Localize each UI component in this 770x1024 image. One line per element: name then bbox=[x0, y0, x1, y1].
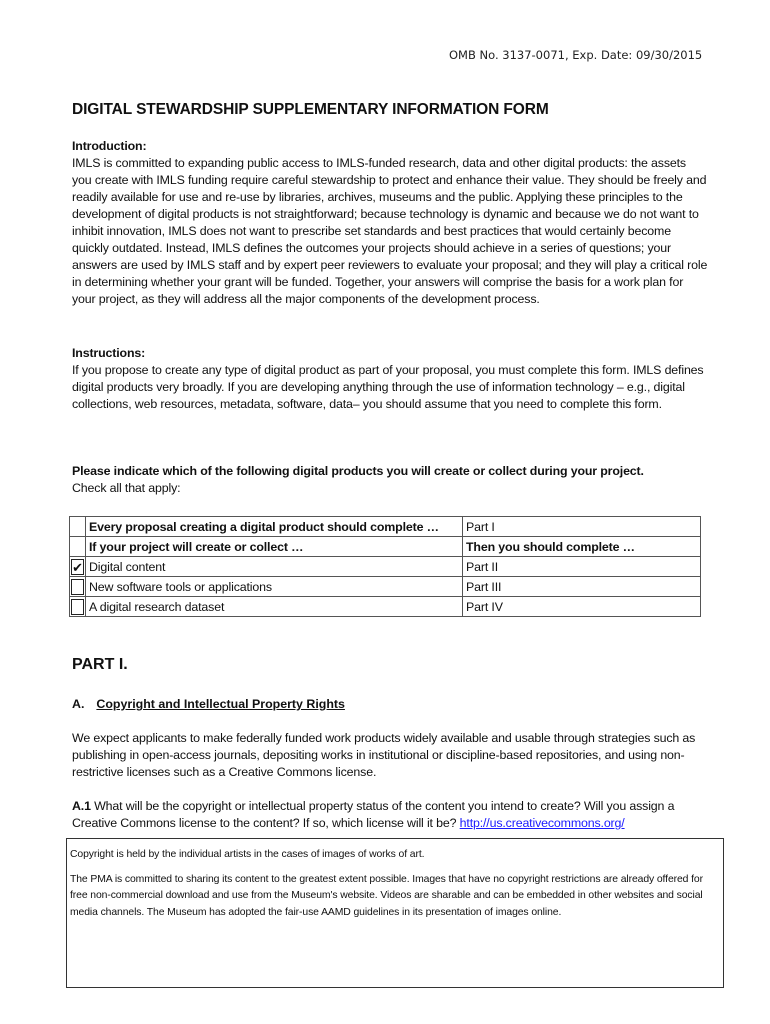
header-part-i: Part I bbox=[463, 517, 701, 537]
digital-products-table bbox=[69, 516, 701, 617]
question-a1-label: A.1 bbox=[72, 799, 91, 813]
product-label: New software tools or applications bbox=[86, 577, 463, 597]
introduction-text: IMLS is committed to expanding public access to IMLS-funded research, data and other digital products: the assets you create with IMLS funding require careful stewardship to protect and enhance their value. They should be freely and readily available for use and re-use by libraries, archives, museums and the public. Applying these principles to the development of digital products is not straightforward; because technology is dynamic and because we do not want to inhibit innovation, IMLS does not want to prescribe set standards and best practices that would certainly become quickly outdated. Instead, IMLS defines the outcomes your projects should achieve in a series of questions; your answers are used by IMLS staff and by expert peer reviewers to evaluate your proposal; and they will play a critical role in determining whether your grant will be funded. Together, your answers will comprise the basis for a work plan for your project, as they will address all the major components of the development process. bbox=[72, 156, 708, 306]
empty-cell bbox=[70, 517, 86, 537]
section-a-text: We expect applicants to make federally funded work products widely available and usable through strategies such as publishing in open-access journals, depositing works in institutional or discipline-based repositories, and using non-restrictive licenses such as a Creative Commons license. bbox=[72, 731, 696, 779]
omb-number: OMB No. 3137-0071, Exp. Date: 09/30/2015 bbox=[449, 48, 703, 62]
header-create-or-collect: If your project will create or collect … bbox=[86, 537, 463, 557]
answer-a1-textbox[interactable] bbox=[66, 838, 724, 988]
instructions-label: Instructions: bbox=[72, 346, 146, 360]
table-header-row bbox=[70, 517, 701, 537]
instructions-text: If you propose to create any type of digital product as part of your proposal, you must complete this form. IMLS defines digital products very broadly. If you are developing anything through the use of information technology – e.g., digital collections, web resources, metadata, software, data– you should assume that you need to complete this form. bbox=[72, 363, 704, 411]
header-then-complete: Then you should complete … bbox=[463, 537, 701, 557]
part-i-heading: PART I. bbox=[72, 656, 128, 673]
answer-paragraph-1: Copyright is held by the individual artists in the cases of images of works of art. bbox=[70, 849, 425, 860]
empty-cell bbox=[70, 537, 86, 557]
question-a1-text: What will be the copyright or intellectual property status of the content you intend to create? Will you assign a Creative Commons license to the content? If so, which license will it be? bbox=[72, 799, 675, 830]
indicate-prompt: Please indicate which of the following digital products you will create or collect during your project. bbox=[72, 464, 644, 478]
table-row bbox=[70, 597, 701, 617]
product-part: Part II bbox=[463, 557, 701, 577]
product-label: Digital content bbox=[86, 557, 463, 577]
product-part: Part IV bbox=[463, 597, 701, 617]
question-a1 bbox=[72, 798, 708, 832]
creative-commons-link[interactable]: http://us.creativecommons.org/ bbox=[459, 816, 625, 830]
header-every-proposal: Every proposal creating a digital product should complete … bbox=[86, 517, 463, 537]
checkbox-software-tools[interactable] bbox=[71, 579, 84, 595]
indicate-section bbox=[72, 463, 708, 497]
checkbox-digital-content[interactable]: ✔ bbox=[72, 559, 83, 575]
product-label: A digital research dataset bbox=[86, 597, 463, 617]
introduction-section bbox=[72, 138, 708, 308]
table-header-row bbox=[70, 537, 701, 557]
table-row bbox=[70, 557, 701, 577]
section-a-heading bbox=[72, 697, 345, 711]
checkbox-research-dataset[interactable] bbox=[71, 599, 84, 615]
product-part: Part III bbox=[463, 577, 701, 597]
section-a-letter: A. bbox=[72, 697, 85, 711]
answer-paragraph-2: The PMA is committed to sharing its content to the greatest extent possible. Images that have no copyright restrictions are already offered for free non-commercial download and use from the Museum's website. Videos are sharable and can be embedded in other websites and social media channels. The Museum has adopted the fair-use AAMD guidelines in its presentation of images online. bbox=[70, 873, 703, 918]
table-row bbox=[70, 577, 701, 597]
section-a-title: Copyright and Intellectual Property Rights bbox=[96, 697, 345, 711]
introduction-label: Introduction: bbox=[72, 139, 147, 153]
indicate-subtext: Check all that apply: bbox=[72, 481, 181, 495]
page-title: DIGITAL STEWARDSHIP SUPPLEMENTARY INFORMATION FORM bbox=[72, 101, 549, 118]
instructions-section bbox=[72, 345, 708, 413]
